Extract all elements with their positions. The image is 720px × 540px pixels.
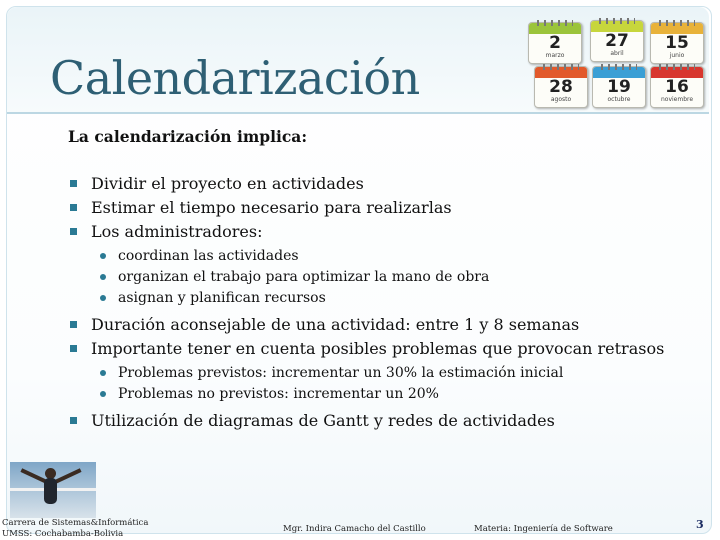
intro-heading: La calendarización implica: — [68, 127, 308, 146]
bullet-item — [70, 196, 670, 220]
calendar-rings — [659, 20, 695, 26]
calendar-page-icon — [534, 66, 588, 108]
sub-bullet-text: Problemas no previstos: incrementar un 20% — [118, 386, 439, 402]
footer-career: Carrera de Sistemas&Informática — [2, 518, 149, 528]
bullet-text: Duración aconsejable de una actividad: entre 1 y 8 semanas — [91, 315, 580, 334]
page-number: 3 — [696, 518, 704, 531]
runner-arm — [54, 468, 81, 483]
bullet-text: Estimar el tiempo necesario para realizarlas — [91, 198, 452, 217]
sub-bullet-text: Problemas previstos: incrementar un 30% la estimación inicial — [118, 365, 564, 381]
calendar-month-label: abril — [610, 50, 624, 57]
bullet-item — [70, 409, 670, 433]
footer-author: Mgr. Indira Camacho del Castillo — [283, 524, 426, 534]
calendar-page-icon — [528, 22, 582, 64]
footer-subject: Materia: Ingeniería de Software — [474, 524, 613, 534]
bullet-item — [70, 172, 670, 196]
calendar-page-icon — [592, 66, 646, 108]
calendar-day-number: 15 — [665, 33, 689, 53]
calendar-rings — [659, 64, 695, 70]
square-bullet-icon — [70, 417, 77, 424]
calendar-rings — [599, 18, 635, 24]
sub-bullet-item — [70, 384, 670, 405]
calendar-cluster-image — [528, 18, 704, 106]
round-bullet-icon — [100, 391, 106, 397]
calendar-month-label: junio — [669, 52, 685, 59]
calendar-page-icon — [650, 22, 704, 64]
square-bullet-icon — [70, 321, 77, 328]
bullet-text: Los administradores: — [91, 222, 263, 241]
round-bullet-icon — [100, 370, 106, 376]
sub-bullet-text: organizan el trabajo para optimizar la mano de obra — [118, 269, 490, 285]
sub-bullet-text: coordinan las actividades — [118, 248, 299, 264]
sub-bullet-item — [70, 288, 670, 309]
slide-title: Calendarización — [50, 51, 420, 105]
bullet-item — [70, 313, 670, 337]
calendar-day-number: 19 — [607, 77, 631, 97]
sub-bullet-text: asignan y planifican recursos — [118, 290, 326, 306]
title-divider — [7, 112, 709, 114]
square-bullet-icon — [70, 228, 77, 235]
round-bullet-icon — [100, 295, 106, 301]
sub-bullet-item — [70, 267, 670, 288]
sub-bullet-item — [70, 363, 670, 384]
calendar-page-icon — [590, 20, 644, 62]
calendar-day-number: 28 — [549, 77, 573, 97]
calendar-month-label: octubre — [607, 96, 631, 103]
square-bullet-icon — [70, 345, 77, 352]
bullet-text: Utilización de diagramas de Gantt y redes de actividades — [91, 411, 555, 430]
calendar-rings — [537, 20, 573, 26]
sub-bullet-item — [70, 246, 670, 267]
calendar-month-label: marzo — [545, 52, 565, 59]
calendar-page-icon — [650, 66, 704, 108]
bullet-item — [70, 220, 670, 244]
round-bullet-icon — [100, 274, 106, 280]
sub-bullet-list — [70, 246, 670, 309]
calendar-rings — [601, 64, 637, 70]
calendar-day-number: 16 — [665, 77, 689, 97]
bullet-text: Importante tener en cuenta posibles problemas que provocan retrasos — [91, 339, 665, 358]
sub-bullet-list — [70, 363, 670, 405]
calendar-rings — [543, 64, 579, 70]
round-bullet-icon — [100, 253, 106, 259]
bullet-list — [70, 172, 670, 433]
square-bullet-icon — [70, 204, 77, 211]
footer-university: UMSS: Cochabamba-Bolivia — [2, 529, 124, 539]
bullet-item — [70, 337, 670, 361]
calendar-day-number: 2 — [549, 33, 561, 53]
calendar-month-label: agosto — [550, 96, 572, 103]
bullet-text: Dividir el proyecto en actividades — [91, 174, 364, 193]
runner-photo — [10, 462, 96, 518]
runner-body — [44, 478, 57, 504]
square-bullet-icon — [70, 180, 77, 187]
calendar-month-label: noviembre — [660, 96, 694, 103]
calendar-day-number: 27 — [605, 31, 629, 51]
